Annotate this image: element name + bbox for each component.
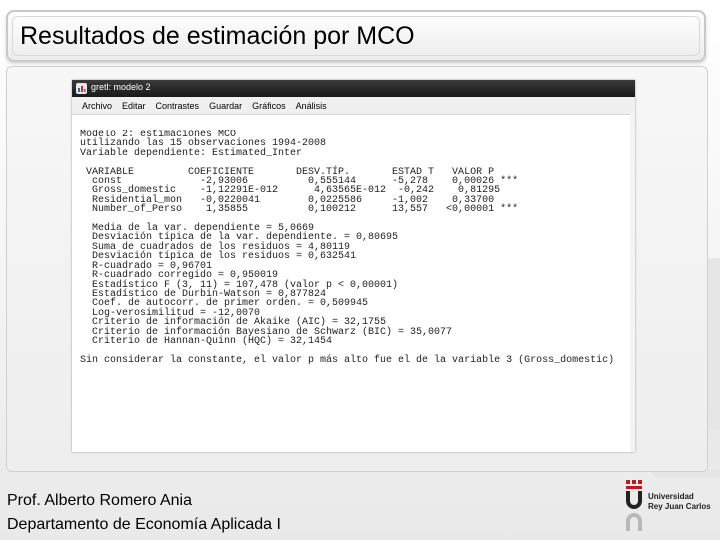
output-footnote: Sin considerar la constante, el valor p más alto fue el de la variable 3 (Gross_domestic) [80,354,615,366]
gretl-window-title: gretl: modelo 2 [91,82,151,92]
gretl-window [72,80,635,452]
gretl-title-bar[interactable] [72,80,635,97]
slide-title: Resultados de estimación por MCO [20,22,415,50]
coefficient-table-header: VARIABLE COEFICIENTE DESV.TÍP. ESTAD T VALOR P [80,166,495,178]
menu-contrastes[interactable]: Contrastes [155,100,200,111]
menu-archivo[interactable]: Archivo [82,100,113,111]
coefficient-row: Residential_mon -0,0220041 0,0225586 -1,002 0,33700 [80,194,495,206]
statistic-line: Desviación típica de los residuos = 0,632541 [80,251,357,263]
statistic-line: Coef. de autocorr. de primer orden. = 0,509945 [80,298,369,310]
output-header-line: Modelo 2: estimaciones MCO [80,130,237,140]
output-header-line: Variable dependiente: Estimated_Inter [80,147,303,159]
statistic-line: Criterio de información de Akaike (AIC) = 32,1755 [80,317,387,329]
statistic-line: Log-verosimilitud = -12,0070 [80,307,261,319]
coefficient-row: const -2,93006 0,555144 -5,278 0,00026 *** [80,176,519,188]
statistic-line: Desviación típica de la var. dependiente. = 0,80695 [80,232,399,244]
statistic-line: Estadístico de Durbin-Watson = 0,877824 [80,288,327,300]
logo-line-1: Universidad [648,492,694,501]
model-output-text[interactable] [80,130,630,448]
gretl-app-icon [76,83,87,94]
logo-line-2: Rey Juan Carlos [648,502,711,511]
output-header-line: utilizando las 15 observaciones 1994-2008 [80,138,327,150]
menu-guardar[interactable]: Guardar [209,100,243,111]
menu-graficos[interactable]: Gráficos [252,100,286,111]
menu-analisis[interactable]: Análisis [295,100,327,111]
statistic-line: R-cuadrado = 0,96701 [80,260,213,272]
coefficient-row: Gross_domestic -1,12291E-012 4,63565E-012 -0,242 0,81295 [80,185,501,197]
statistic-line: Estadístico F (3, 11) = 107,478 (valor p < 0,00001) [80,279,399,291]
output-scrollbar[interactable] [630,114,635,452]
coefficient-row: Number_of_Perso 1,35855 0,100212 13,557 <0,00001 *** [80,204,519,216]
statistic-line: Media de la var. dependiente = 5,0669 [80,223,315,235]
statistic-line: Suma de cuadrados de los residuos = 4,80119 [80,241,351,253]
footer-author: Prof. Alberto Romero Ania [7,492,192,509]
statistic-line: Criterio de Hannan-Quinn (HQC) = 32,1454 [80,335,333,347]
statistic-line: Criterio de información Bayesiano de Schwarz (BIC) = 35,0077 [80,326,453,338]
slide-title-box [6,10,706,62]
menu-editar[interactable]: Editar [122,100,146,111]
gretl-menu-bar [72,97,635,115]
footer-department: Departamento de Economía Aplicada I [7,516,281,533]
statistic-line: R-cuadrado corregido = 0,950019 [80,270,279,282]
